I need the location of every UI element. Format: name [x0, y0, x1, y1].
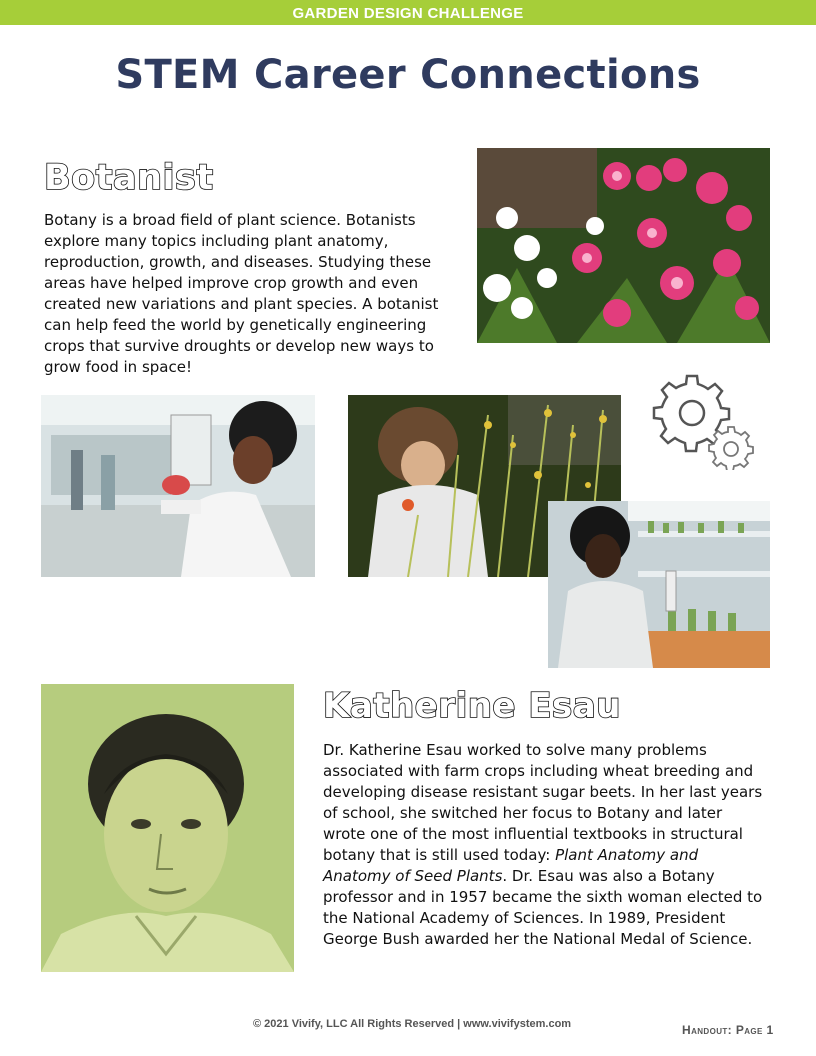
footer-copyright: © 2021 Vivify, LLC All Rights Reserved | www.vivifystem.com [253, 1018, 572, 1030]
flowers-photo [477, 148, 770, 343]
tissue-culture-lab-photo [548, 501, 770, 668]
esau-body-before: Dr. Katherine Esau worked to solve many problems associated with farm crops including wheat breeding and developing disease resistant sugar beets. In her last years of school, she switched her focus to Botany and later wrote one of the most influential textbooks in structural botany that is still used today: [323, 741, 763, 864]
page-title: STEM Career Connections [115, 52, 701, 98]
gears-icon [652, 372, 754, 470]
esau-body-after: . Dr. Esau was also a Botany professor and in 1957 became the sixth woman elected to the National Academy of Sciences. In 1989, President George Bush awarded her the National Medal of Science. [323, 867, 763, 948]
handout-page-label: Handout: Page 1 [682, 1023, 774, 1037]
esau-book-title: Plant Anatomy and Anatomy of Seed Plants [323, 846, 699, 885]
katherine-esau-heading: Katherine Esau [323, 686, 621, 726]
katherine-esau-description [323, 740, 768, 950]
lab-scientist-photo [41, 395, 315, 577]
katherine-esau-portrait [41, 684, 294, 972]
botanist-heading: Botanist [44, 158, 214, 198]
botanist-description: Botany is a broad field of plant science. Botanists explore many topics including plant anatomy, reproduction, growth, and diseases. Studying these areas have helped improve crop growth and even created new variations and plant species. A botanist can help feed the world by genetically engineering crops that survive droughts or develop new ways to grow food in space! [44, 211, 439, 376]
banner-label: GARDEN DESIGN CHALLENGE [292, 5, 524, 22]
header-banner [0, 0, 816, 25]
